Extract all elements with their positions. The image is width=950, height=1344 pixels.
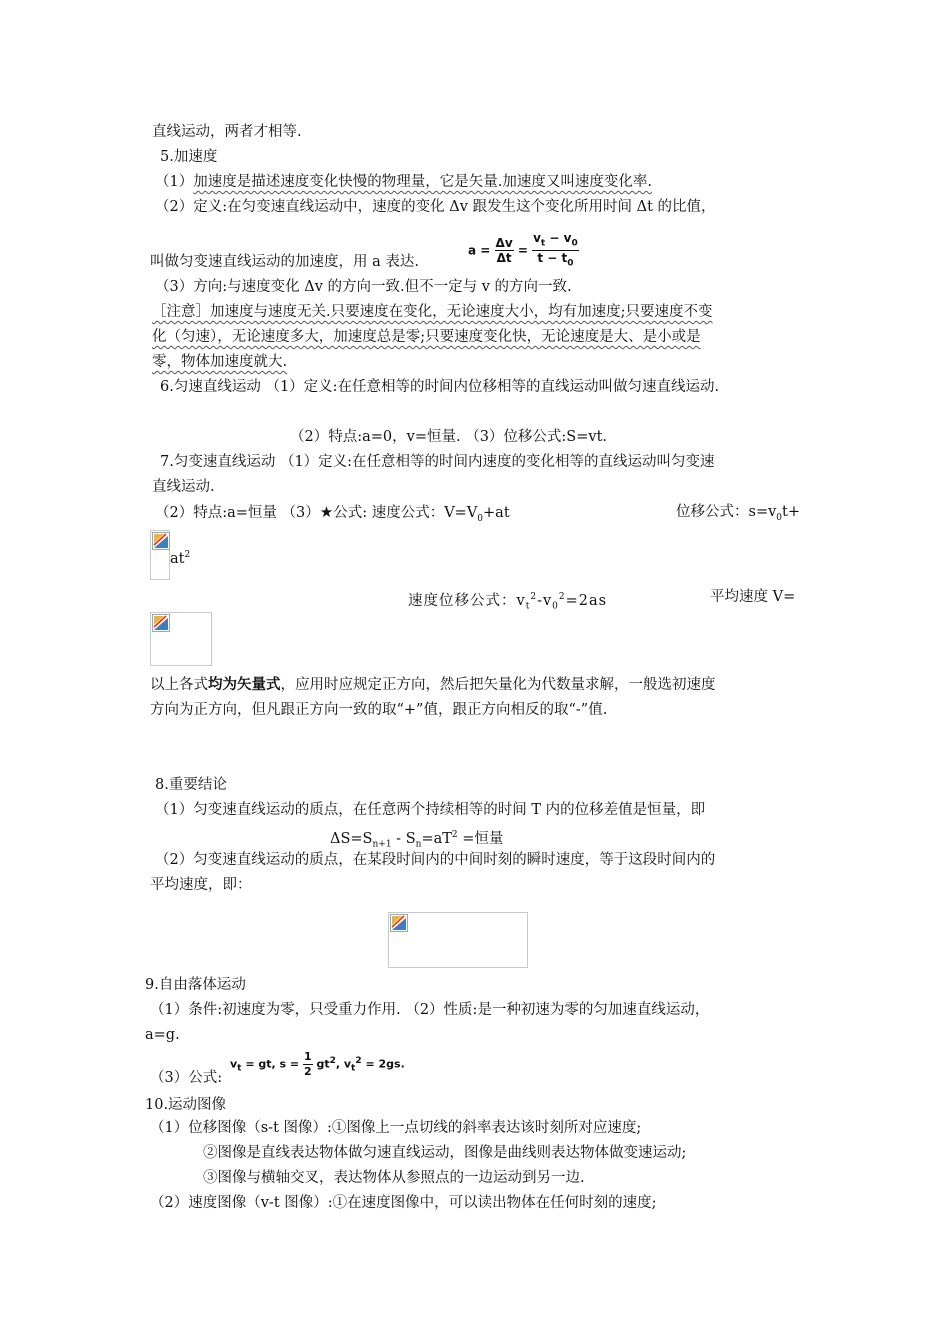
- broken-image: [150, 530, 170, 580]
- text-line: （2）速度图像（v-t 图像）:①在速度图像中，可以读出物体在任何时刻的速度;: [150, 1195, 657, 1211]
- numerator: 1: [303, 1050, 312, 1063]
- text-line: 直线运动，两者才相等.: [152, 124, 302, 140]
- equals-sign: =: [517, 243, 528, 258]
- highlighted-text: 加速度是描述速度变化快慢的物理量，它是矢量.加速度又叫速度变化率.: [193, 174, 652, 190]
- section-heading: 9.自由落体运动: [145, 977, 246, 993]
- section-heading: 10.运动图像: [145, 1097, 227, 1113]
- text-line: ②图像是直线表达物体做匀速直线运动，图像是曲线则表达物体做变速运动;: [203, 1145, 687, 1161]
- text-line: a=g.: [145, 1027, 180, 1043]
- broken-image-icon: [152, 532, 170, 550]
- section-heading: 6.匀速直线运动 （1）定义:在任意相等的时间内位移相等的直线运动叫做匀速直线运动.: [160, 379, 720, 395]
- note-text: 化（匀速），无论速度多大，加速度总是零;只要速度变化快，无论速度是大、是小或是: [152, 329, 701, 345]
- text-line: （1）位移图像（s-t 图像）:①图像上一点切线的斜率表达该时刻所对应速度;: [150, 1120, 642, 1136]
- numerator: Δv: [495, 236, 513, 251]
- text-line: （2）定义:在匀变速直线运动中，速度的变化 Δv 跟发生这个变化所用时间 Δt 的比值，: [155, 199, 716, 215]
- free-fall-formula: $v_t$ = gt, s = $\frac{1}{2}$ $gt^2$, $v_t^2 = 2gs$.: [230, 1050, 405, 1078]
- text-line: 位移公式：$s=v_0t+$: [676, 504, 801, 523]
- fraction: [303, 1050, 313, 1079]
- text-line: [155, 172, 652, 192]
- text-line: 叫做匀变速直线运动的加速度，用 a 表达.: [150, 254, 419, 270]
- section-heading: 5.加速度: [160, 149, 218, 165]
- text-line: 以上各式均为矢量式，应用时应规定正方向，然后把矢量化为代数量求解，一般选初速度: [150, 676, 716, 693]
- text-line: （2）特点:a=0，v=恒量. （3）位移公式:S=vt.: [290, 429, 608, 445]
- text-line: $at^2$: [170, 550, 191, 567]
- text-line: （3）方向:与速度变化 Δv 的方向一致.但不一定与 v 的方向一致.: [155, 279, 572, 295]
- star-icon: ★: [319, 503, 334, 521]
- denominator: Δt: [496, 251, 512, 266]
- fraction: [495, 236, 514, 265]
- text-line: 速度位移公式：$v_t^2-v_0^2=2as$: [408, 592, 608, 612]
- fraction: [532, 231, 579, 271]
- broken-image-icon: [390, 914, 408, 932]
- denominator: $t - t_0$: [537, 251, 574, 269]
- section-heading: 8.重要结论: [155, 777, 227, 793]
- text-line: 直线运动.: [152, 479, 215, 495]
- numerator: $v_t - v_0$: [532, 231, 579, 251]
- section-heading: 7.匀变速直线运动 （1）定义:在任意相等的时间内速度的变化相等的直线运动叫匀变速: [160, 454, 715, 470]
- item-prefix: （1）: [155, 174, 194, 190]
- denominator: 2: [303, 1065, 312, 1078]
- broken-image: [388, 912, 528, 968]
- text-line: 平均速度 V=: [710, 589, 796, 605]
- text-line: （3）公式:: [150, 1070, 223, 1086]
- note-text: 零，物体加速度就大.: [152, 354, 288, 370]
- text-line: （2）特点:a=恒量 （3）★公式: 速度公式：$V=V_0+at$: [155, 503, 510, 524]
- formula-lhs: a =: [468, 243, 491, 258]
- text-line: ③图像与横轴交叉，表达物体从参照点的一边运动到另一边.: [203, 1170, 585, 1186]
- text-line: （2）匀变速直线运动的质点，在某段时间内的中间时刻的瞬时速度，等于这段时间内的: [155, 852, 716, 868]
- text-line: $\Delta S=S_{n+1} - S_n=aT^2$ =恒量: [330, 830, 504, 850]
- emphasis-text: 均为矢量式: [208, 676, 281, 693]
- text-line: 平均速度，即：: [150, 877, 252, 893]
- text-line: 方向为正方向，但凡跟正方向一致的取“+”值，跟正方向相反的取“-”值.: [150, 702, 608, 718]
- broken-image-icon: [152, 614, 170, 632]
- broken-image: [150, 612, 212, 666]
- text-line: （1）条件:初速度为零，只受重力作用. （2）性质:是一种初速为零的匀加速直线运动，: [150, 1002, 710, 1018]
- text-line: （1）匀变速直线运动的质点，在任意两个持续相等的时间 T 内的位移差值是恒量，即: [155, 802, 706, 818]
- acceleration-formula: [468, 231, 579, 271]
- note-text: ［注意］加速度与速度无关.只要速度在变化，无论速度大小，均有加速度;只要速度不变: [152, 304, 713, 320]
